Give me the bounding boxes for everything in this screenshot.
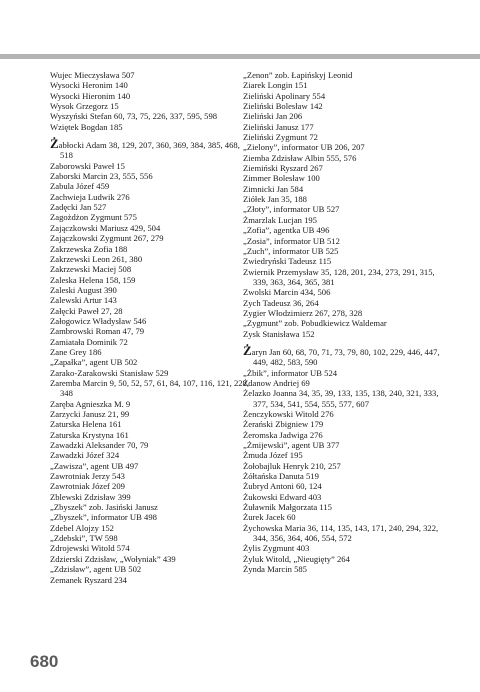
section-initial: Ż [243, 342, 252, 358]
index-entry: Żeromska Jadwiga 276 [243, 429, 323, 440]
index-entry: Zych Tadeusz 36, 264 [243, 297, 319, 308]
index-entry: Zadęcki Jan 527 [50, 202, 107, 213]
index-entry: Zagożdżon Zygmunt 575 [50, 212, 137, 223]
index-entry: Wziętek Bogdan 185 [50, 121, 123, 132]
index-entry: Żubryd Antoni 60, 124 [243, 481, 322, 492]
index-entry: Zdrojewski Witold 574 [50, 543, 130, 554]
index-entry: Zawrotniak Jerzy 543 [50, 471, 125, 482]
index-entry: Żychowska Maria 36, 114, 135, 143, 171, 240, 294, 322, 344, 356, 364, 406, 554, 572 [243, 522, 439, 544]
index-entry: Zygier Włodzimierz 267, 278, 328 [243, 307, 363, 318]
index-entry: Zemanek Ryszard 234 [50, 574, 127, 585]
index-entry: Zdzierski Zdzisław, „Wołyniak” 439 [50, 553, 176, 564]
index-column-right [243, 70, 443, 575]
index-entry: Wyszyński Stefan 60, 73, 75, 226, 337, 595, 598 [50, 111, 218, 122]
index-entry: Zawadzki Józef 324 [50, 450, 120, 461]
index-entry: Wysocki Heronim 140 [50, 80, 128, 91]
index-entry: Żelazko Joanna 34, 35, 39, 133, 135, 138, 240, 321, 333, 377, 534, 541, 554, 555, 577, 607 [243, 388, 439, 409]
index-entry: „Zawisza”, agent UB 497 [50, 460, 139, 471]
index-entry: Zaremba Marcin 9, 50, 52, 57, 61, 84, 107, 116, 121, 228, 348 [50, 377, 249, 399]
index-entry: Zwiernik Przemysław 35, 128, 201, 234, 273, 291, 315, 339, 363, 364, 365, 381 [243, 266, 435, 287]
index-entry: „Zofia”, agentka UB 496 [243, 225, 330, 236]
index-entry: Żołobajluk Henryk 210, 257 [243, 460, 341, 471]
index-entry: Zarako-Zarakowski Stanisław 529 [50, 367, 169, 378]
index-entry: Żukowski Edward 403 [243, 491, 322, 502]
index-entry: Zajączkowski Mariusz 429, 504 [50, 222, 161, 233]
index-entry: Załogowicz Władysław 546 [50, 315, 147, 326]
index-entry: Zieliński Apolinary 554 [243, 90, 326, 101]
index-entry: Zane Grey 186 [50, 346, 102, 357]
index-entry: Zieliński Bolesław 142 [243, 101, 323, 112]
header-rule [0, 54, 480, 59]
index-entry: Ziarek Longin 151 [243, 80, 308, 91]
index-entry: Żmuda Józef 195 [243, 450, 303, 461]
index-entry: Żynda Marcin 585 [243, 564, 307, 575]
index-entry: Ziemba Zdzisław Albin 555, 576 [243, 152, 357, 163]
index-entry: Żenczykowski Witold 276 [243, 409, 334, 419]
index-entry: Zimnicki Jan 584 [243, 183, 304, 194]
index-entry: Zwolski Marcin 434, 506 [243, 287, 331, 298]
index-entry: „Zygmunt” zob. Pobudkiewicz Waldemar [243, 318, 387, 329]
index-entry: Żabłocki Adam 38, 129, 207, 360, 369, 384, 385, 468, 518 [50, 136, 240, 161]
index-entry: „Zosia”, informator UB 512 [243, 235, 340, 246]
index-entry: Zabula Józef 459 [50, 181, 110, 192]
index-entry: Zachwieja Ludwik 276 [50, 191, 130, 202]
index-entry: Zdebel Alojzy 152 [50, 522, 114, 533]
index-entry: Wysok Grzegorz 15 [50, 101, 119, 112]
index-entry: Żerański Zbigniew 179 [243, 419, 324, 430]
index-entry: Zaborski Marcin 23, 555, 556 [50, 171, 153, 182]
index-entry: „Zbyszek” zob. Jasiński Janusz [50, 502, 158, 513]
index-entry: Żmarzlak Lucjan 195 [243, 214, 317, 225]
index-entry: „Zdebski”, TW 598 [50, 533, 118, 544]
index-entry: „Żmijewski”, agent UB 377 [243, 440, 340, 451]
index-entry: Żylis Zygmunt 403 [243, 543, 310, 554]
index-entry: Zamiatała Dominik 72 [50, 336, 128, 347]
index-entry: Zaleska Helena 158, 159 [50, 274, 136, 285]
index-entry: „Zielony”, informator UB 206, 207 [243, 142, 365, 153]
index-entry: Zakrzewski Leon 261, 380 [50, 253, 143, 264]
index-entry: Zaręba Agnieszka M. 9 [50, 398, 131, 409]
index-column-left [50, 70, 250, 585]
index-entry: Zaturska Krystyna 161 [50, 429, 129, 440]
index-entry: Zalewski Artur 143 [50, 295, 117, 306]
index-entry: „Zenon” zob. Łapińskyj Leonid [243, 70, 353, 80]
index-entry: Zajączkowski Zygmunt 267, 279 [50, 233, 164, 244]
index-entry: Wysocki Hieronim 140 [50, 90, 131, 101]
index-entry: Zysk Stanisława 152 [243, 328, 315, 339]
index-entry: Zblewski Zdzisław 399 [50, 491, 131, 502]
index-entry: „Zbyszek”, informator UB 498 [50, 512, 157, 523]
index-entry: Wujec Mieczysława 507 [50, 70, 135, 80]
header-band [0, 0, 480, 54]
index-entry: Zakrzewski Maciej 508 [50, 264, 132, 275]
index-entry: Zakrzewska Zofia 188 [50, 243, 128, 254]
index-entry: Żuławnik Małgorzata 115 [243, 502, 332, 513]
section-initial: Ż [50, 136, 59, 152]
index-entry: Żdanow Andriej 69 [243, 377, 310, 388]
index-entry: Żyluk Witold, „Nieugięty” 264 [243, 553, 350, 564]
index-entry: Zieliński Janusz 177 [243, 121, 314, 132]
index-entry: „Zapałka”, agent UB 502 [50, 357, 138, 368]
index-entry: „Złoty”, informator UB 527 [243, 204, 340, 215]
page-number: 680 [30, 652, 59, 671]
index-entry: „Żbik”, informator UB 524 [243, 367, 338, 378]
index-entry: Żaryn Jan 60, 68, 70, 71, 73, 79, 80, 102, 229, 446, 447, 449, 482, 583, 590 [243, 342, 440, 368]
index-entry: Ziółek Jan 35, 188 [243, 194, 307, 205]
index-entry: Zawadzki Aleksander 70, 79 [50, 440, 149, 451]
index-entry: „Zuch”, informator UB 525 [243, 245, 339, 256]
index-entry: Żurek Jacek 60 [243, 512, 296, 523]
index-entry: Zwiedryński Tadeusz 115 [243, 256, 332, 267]
index-entry: Zambrowski Roman 47, 79 [50, 326, 145, 337]
index-entry: Zarzycki Janusz 21, 99 [50, 409, 130, 419]
index-entry: Ziemiński Ryszard 267 [243, 163, 323, 174]
index-entry: Zawrotniak Józef 209 [50, 481, 125, 492]
index-entry: Zaleski August 390 [50, 284, 117, 295]
index-entry: Zimmer Bolesław 100 [243, 173, 320, 184]
index-entry: Zieliński Zygmunt 72 [243, 132, 318, 143]
index-entry: Zieliński Jan 206 [243, 111, 303, 122]
index-entry: Żółtańska Danuta 519 [243, 471, 319, 482]
index-entry: „Zdzisław”, agent UB 502 [50, 564, 142, 575]
index-entry: Zaborowski Paweł 15 [50, 160, 125, 171]
index-entry: Zaturska Helena 161 [50, 419, 122, 430]
index-entry: Załęcki Paweł 27, 28 [50, 305, 123, 316]
